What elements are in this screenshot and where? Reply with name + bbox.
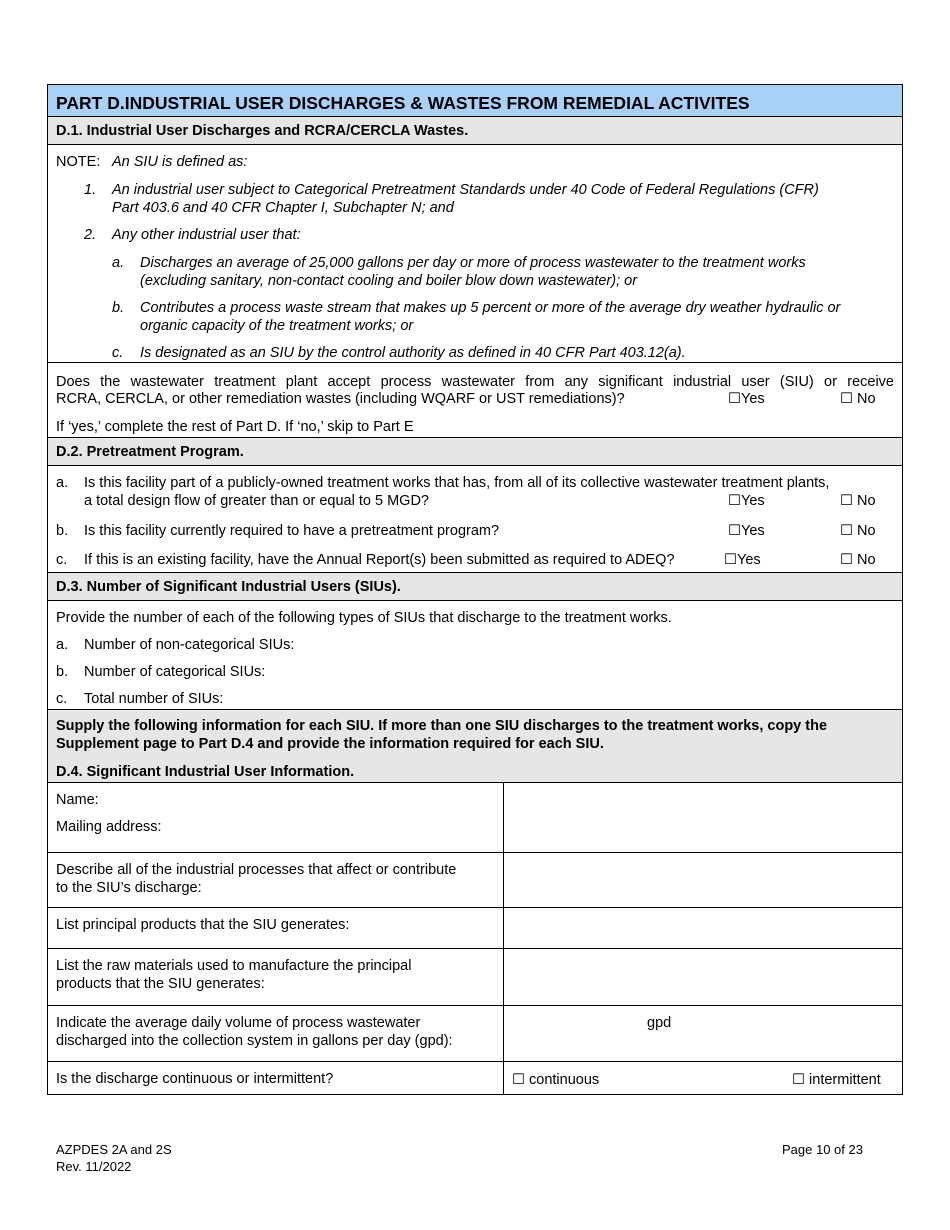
item1-number: 1. (84, 182, 97, 198)
sub-c-letter: c. (112, 345, 124, 361)
d2-b-no-checkbox[interactable]: ☐ No (840, 523, 876, 539)
sub-b-line1: Contributes a process waste stream that makes up 5 percent or more of the average dry weather hydraulic or (140, 300, 841, 316)
d2-c-text: If this is an existing facility, have the Annual Report(s) been submitted as required to ADEQ? (84, 552, 675, 568)
products-label: List principal products that the SIU generates: (56, 917, 350, 933)
raw-materials-label-line1: List the raw materials used to manufacture the principal (56, 958, 412, 974)
d3-intro: Provide the number of each of the following types of SIUs that discharge to the treatment works. (56, 610, 672, 626)
d3-a-text: Number of non-categorical SIUs: (84, 637, 295, 653)
part-title: PART D.INDUSTRIAL USER DISCHARGES & WASTES FROM REMEDIAL ACTIVITES (48, 85, 902, 116)
d1-question-line1: Does the wastewater treatment plant accept process wastewater from any significant industrial user (SIU) or receive (56, 374, 894, 390)
d1-question-line2: RCRA, CERCLA, or other remediation wastes (including WQARF or UST remediations)? (56, 391, 625, 407)
d2-heading: D.2. Pretreatment Program. (48, 437, 902, 465)
processes-label-line1: Describe all of the industrial processes that affect or contribute (56, 862, 457, 878)
d2-a-yes-checkbox[interactable]: ☐Yes (728, 493, 765, 509)
d3-block (48, 600, 902, 709)
continuous-checkbox[interactable]: ☐ continuous (512, 1072, 600, 1088)
d4-heading: D.4. Significant Industrial User Information. (56, 764, 355, 780)
d2-a-line1: Is this facility part of a publicly-owned treatment works that has, from all of its collective wastewater treatment plants, (84, 475, 830, 491)
d2-c-yes-checkbox[interactable]: ☐Yes (724, 552, 761, 568)
sub-a-letter: a. (112, 255, 125, 271)
siu-definition-block (48, 144, 902, 362)
volume-label-line2: discharged into the collection system in gallons per day (gpd): (56, 1033, 453, 1049)
item1-line1: An industrial user subject to Categorical Pretreatment Standards under 40 Code of Federal Regulations (CFR) (112, 182, 819, 198)
d2-c-letter: c. (56, 552, 68, 568)
name-label: Name: (56, 792, 99, 808)
item2-number: 2. (84, 227, 97, 243)
d3-c-text: Total number of SIUs: (84, 691, 224, 707)
d4-row-name-address (48, 782, 902, 852)
d2-a-no-checkbox[interactable]: ☐ No (840, 493, 876, 509)
form-part-d (47, 84, 903, 1095)
footer-revision: Rev. 11/2022 (56, 1159, 132, 1174)
d2-b-yes-checkbox[interactable]: ☐Yes (728, 523, 765, 539)
d1-skip-instruction: If ‘yes,’ complete the rest of Part D. If ‘no,’ skip to Part E (56, 419, 414, 435)
raw-materials-field[interactable] (504, 949, 902, 1005)
sub-b-letter: b. (112, 300, 125, 316)
d1-yes-checkbox[interactable]: ☐Yes (728, 391, 765, 407)
d4-instructions (48, 709, 902, 782)
footer-page-number: Page 10 of 23 (782, 1142, 863, 1157)
processes-label-line2: to the SIU’s discharge: (56, 880, 202, 896)
footer-form-id: AZPDES 2A and 2S (56, 1142, 172, 1157)
d1-no-checkbox[interactable]: ☐ No (840, 391, 876, 407)
note-label: NOTE: (56, 154, 101, 170)
d2-b-letter: b. (56, 523, 69, 539)
d3-c-letter: c. (56, 691, 68, 707)
sub-a-line1: Discharges an average of 25,000 gallons per day or more of process wastewater to the treatment works (140, 255, 806, 271)
d4-row-volume (48, 1005, 902, 1061)
d2-a-letter: a. (56, 475, 69, 491)
d2-a-line2: a total design flow of greater than or equal to 5 MGD? (84, 493, 429, 509)
item1-line2: Part 403.6 and 40 CFR Chapter I, Subchapter N; and (112, 200, 454, 216)
sub-c-line1: Is designated as an SIU by the control authority as defined in 40 CFR Part 403.12(a). (140, 345, 686, 361)
intermittent-checkbox[interactable]: ☐ intermittent (792, 1072, 881, 1088)
d2-questions (48, 465, 902, 572)
d3-a-letter: a. (56, 637, 69, 653)
d1-question-block (48, 362, 902, 437)
d4-row-processes (48, 852, 902, 907)
d1-heading: D.1. Industrial User Discharges and RCRA/CERCLA Wastes. (48, 116, 902, 144)
volume-field[interactable] (504, 1006, 902, 1061)
d2-c-no-checkbox[interactable]: ☐ No (840, 552, 876, 568)
products-field[interactable] (504, 908, 902, 948)
sub-a-line2: (excluding sanitary, non-contact cooling and boiler blow down wastewater); or (140, 273, 638, 289)
d3-b-text: Number of categorical SIUs: (84, 664, 266, 680)
d2-b-text: Is this facility currently required to have a pretreatment program? (84, 523, 500, 539)
d4-row-products (48, 907, 902, 948)
mailing-address-label: Mailing address: (56, 819, 162, 835)
d4-row-raw-materials (48, 948, 902, 1005)
footer-left (56, 1141, 172, 1175)
note-text: An SIU is defined as: (112, 154, 248, 170)
d3-heading: D.3. Number of Significant Industrial Users (SIUs). (48, 572, 902, 600)
volume-label-line1: Indicate the average daily volume of process wastewater (56, 1015, 421, 1031)
discharge-type-question: Is the discharge continuous or intermittent? (56, 1071, 334, 1087)
sub-b-line2: organic capacity of the treatment works; or (140, 318, 414, 334)
gpd-unit: gpd (647, 1015, 672, 1031)
item2-text: Any other industrial user that: (112, 227, 301, 243)
supply-line2: Supplement page to Part D.4 and provide the information required for each SIU. (56, 736, 604, 752)
d4-row-discharge-type (48, 1061, 902, 1094)
name-address-field[interactable] (504, 783, 902, 852)
supply-line1: Supply the following information for each SIU. If more than one SIU discharges to the treatment works, copy the (56, 718, 828, 734)
processes-field[interactable] (504, 853, 902, 907)
d3-b-letter: b. (56, 664, 69, 680)
raw-materials-label-line2: products that the SIU generates: (56, 976, 265, 992)
